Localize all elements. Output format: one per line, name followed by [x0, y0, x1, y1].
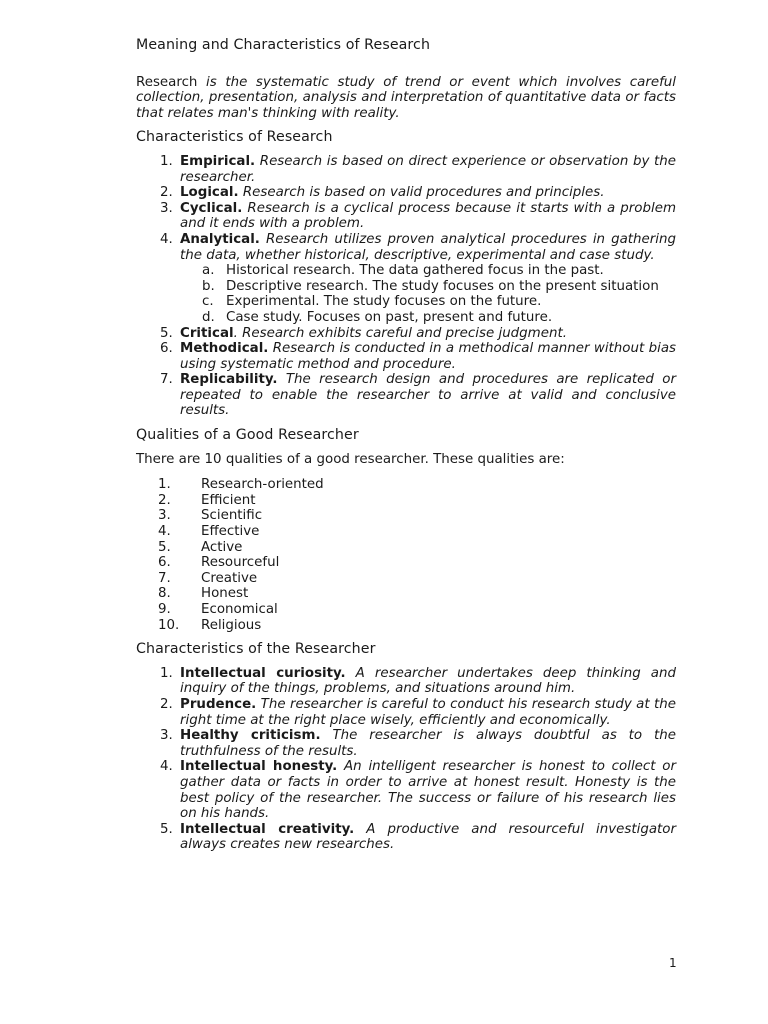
list-term: Healthy criticism.: [180, 728, 321, 744]
list-number: 5.: [160, 325, 173, 341]
sublist-letter: c.: [202, 294, 214, 310]
list-item: [136, 697, 676, 728]
list-item: [136, 540, 676, 556]
quality-text: Honest: [201, 586, 249, 602]
characteristics-list: [136, 154, 676, 419]
list-item: [136, 341, 676, 372]
list-description: Research is conducted in a methodical manner without bias using systematic method and procedure.: [180, 341, 676, 372]
section-heading-qualities: Qualities of a Good Researcher: [136, 427, 359, 444]
quality-text: Effective: [201, 524, 260, 540]
list-number: 8.: [158, 586, 171, 602]
list-number: 3.: [160, 728, 173, 744]
list-description: An intelligent researcher is honest to collect or gather data or facts in order to arrive at honest result. Honesty is the best policy of the researcher. The success or failure of his research lies on his hands.: [180, 759, 676, 822]
list-number: 2.: [158, 492, 171, 508]
list-number: 5.: [158, 539, 171, 555]
qualities-lead: There are 10 qualities of a good researcher. These qualities are:: [136, 451, 565, 467]
research-types-sublist: [180, 263, 676, 325]
qualities-list: [136, 477, 676, 633]
list-number: 4.: [160, 759, 173, 775]
list-description: . Research exhibits careful and precise judgment.: [233, 325, 567, 341]
sublist-letter: a.: [202, 263, 215, 279]
list-item: [136, 728, 676, 759]
list-description: The researcher is careful to conduct his research study at the right time at the right place wisely, efficiently and economically.: [180, 696, 676, 728]
sublist-item: [136, 294, 676, 310]
list-item: [136, 154, 676, 185]
list-item: [136, 326, 676, 342]
list-number: 4.: [158, 524, 171, 540]
list-term: Analytical.: [180, 231, 260, 247]
sublist-item: [136, 310, 676, 326]
quality-text: Active: [201, 539, 243, 555]
list-term: Prudence.: [180, 696, 257, 712]
list-term: Intellectual creativity.: [180, 821, 355, 837]
quality-text: Religious: [201, 617, 262, 633]
document-body: [136, 38, 676, 853]
sublist-text: Case study. Focuses on past, present and future.: [226, 309, 553, 325]
list-item: [136, 586, 676, 602]
list-number: 6.: [160, 341, 173, 357]
list-number: 10.: [158, 617, 180, 633]
list-item: [136, 508, 676, 524]
list-description: A productive and resourceful investigator always creates new researches.: [180, 821, 676, 853]
list-description: The researcher is always doubtful as to the truthfulness of the results.: [180, 728, 676, 759]
sublist-letter: d.: [202, 309, 215, 325]
list-term: Empirical.: [180, 153, 256, 169]
list-description: A researcher undertakes deep thinking and inquiry of the things, problems, and situations around him.: [180, 665, 676, 697]
list-term: Intellectual honesty.: [180, 759, 338, 775]
intro-text: is the systematic study of trend or event which involves careful collection, presentation, analysis and interpretation of quantitative data or facts that relates man's thinking with reality.: [136, 74, 676, 121]
list-term: Methodical.: [180, 341, 269, 357]
page-number: 1: [669, 956, 677, 970]
section-heading-researcher-characteristics: Characteristics of the Researcher: [136, 641, 376, 658]
list-number: 2.: [160, 696, 173, 712]
list-item: [136, 555, 676, 571]
list-number: 7.: [160, 372, 173, 388]
sublist-text: Experimental. The study focuses on the future.: [226, 294, 542, 310]
list-number: 1.: [160, 153, 173, 169]
sublist-text: Historical research. The data gathered focus in the past.: [226, 263, 604, 279]
list-item: [136, 524, 676, 540]
list-term: Critical: [180, 325, 234, 341]
list-term: Cyclical.: [180, 200, 243, 216]
list-number: 9.: [158, 602, 171, 617]
sublist-item: [136, 263, 676, 279]
list-number: 5.: [160, 821, 173, 837]
section-heading-characteristics-of-research: Characteristics of Research: [136, 129, 333, 146]
list-item: [136, 618, 676, 634]
quality-text: Economical: [201, 602, 278, 617]
quality-text: Research-oriented: [201, 477, 324, 493]
list-number: 7.: [158, 570, 171, 586]
researcher-characteristics-list: [136, 666, 676, 853]
list-description: Research utilizes proven analytical procedures in gathering the data, whether historical, descriptive, experimental and case study.: [180, 231, 676, 263]
list-item: [136, 185, 676, 201]
list-item: [136, 759, 676, 821]
list-term: Replicability.: [180, 372, 278, 388]
sublist-item: [136, 279, 676, 295]
list-number: 4.: [160, 231, 173, 247]
list-description: The research design and procedures are replicated or repeated to enable the researcher to arrive at valid and conclusive results.: [180, 372, 676, 419]
quality-text: Scientific: [201, 508, 263, 524]
list-number: 1.: [158, 477, 171, 493]
list-item: [136, 571, 676, 587]
quality-text: Resourceful: [201, 555, 280, 571]
list-description: Research is a cyclical process because it starts with a problem and it ends with a problem.: [180, 200, 676, 232]
sublist-letter: b.: [202, 278, 215, 294]
list-item: [136, 477, 676, 493]
list-item: [136, 201, 676, 232]
intro-paragraph: [136, 75, 676, 122]
list-term: Logical.: [180, 185, 239, 201]
list-term: Intellectual curiosity.: [180, 665, 346, 681]
list-number: 2.: [160, 185, 173, 201]
intro-lead-word: Research: [136, 74, 198, 90]
list-item: [136, 666, 676, 697]
list-item: [136, 372, 676, 419]
list-description: Research is based on direct experience or observation by the researcher.: [180, 153, 676, 185]
list-item: [136, 822, 676, 853]
page-title: Meaning and Characteristics of Research: [136, 37, 431, 53]
list-number: 3.: [158, 508, 171, 524]
list-item: [136, 602, 676, 618]
list-item: [136, 232, 676, 326]
list-number: 6.: [158, 555, 171, 571]
list-item: [136, 493, 676, 509]
quality-text: Creative: [201, 570, 258, 586]
list-description: Research is based on valid procedures and principles.: [238, 185, 605, 201]
quality-text: Efficient: [201, 492, 256, 508]
sublist-text: Descriptive research. The study focuses on the present situation: [226, 278, 659, 294]
list-number: 3.: [160, 200, 173, 216]
list-number: 1.: [160, 665, 173, 681]
